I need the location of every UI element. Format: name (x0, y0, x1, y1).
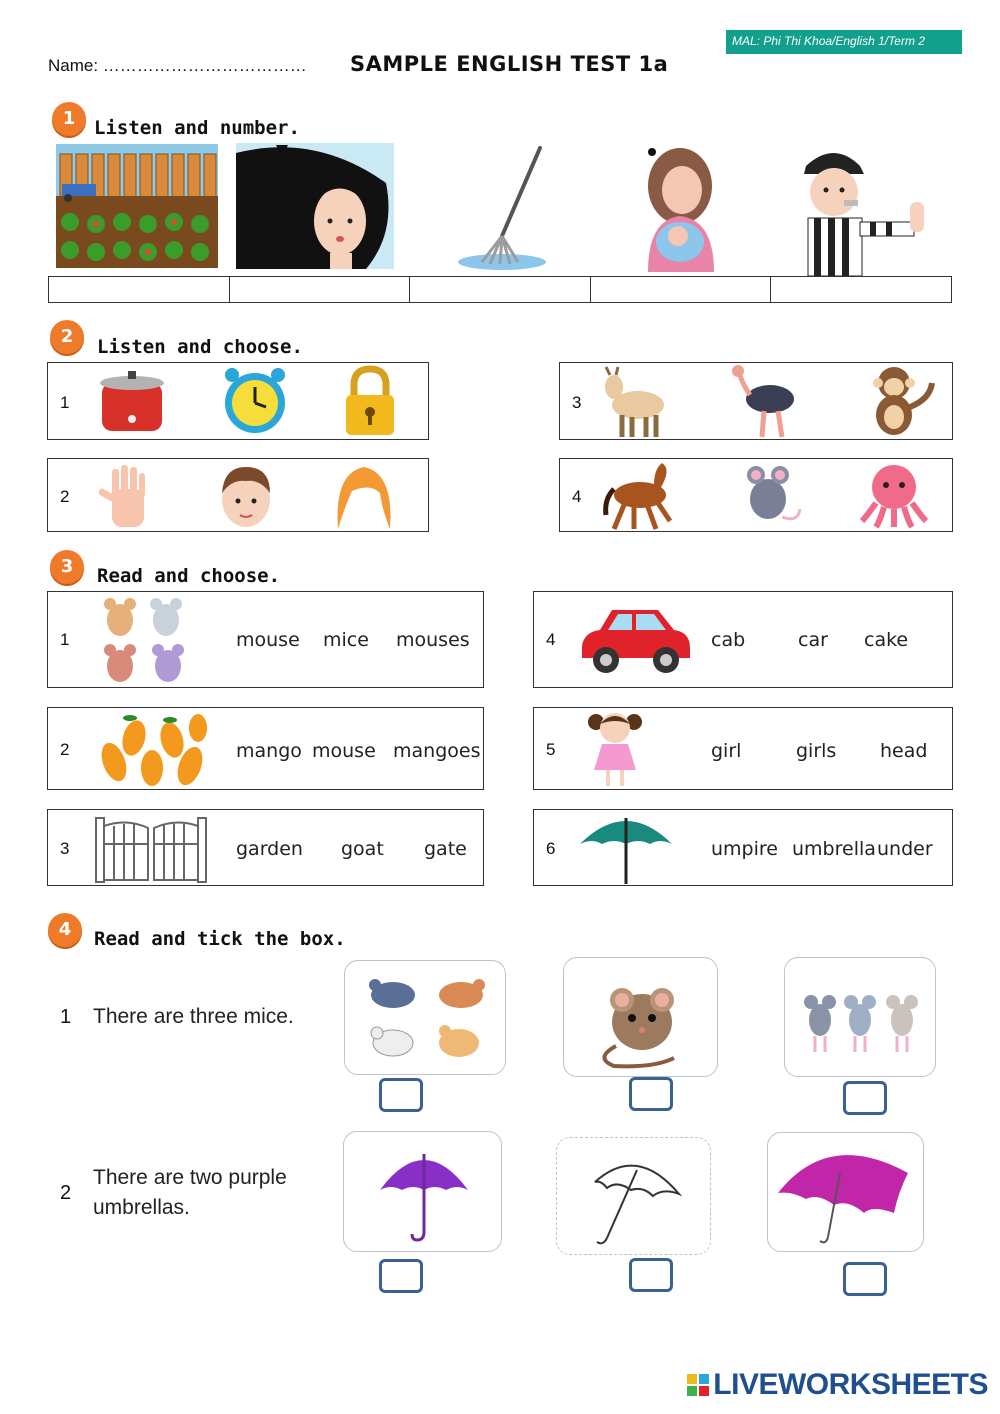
option-word[interactable]: mangoes (393, 740, 481, 762)
listen-choose-box-1 (47, 362, 429, 440)
option-word[interactable]: gate (424, 838, 467, 860)
listen-number-answer-row (48, 276, 952, 303)
section-3-number: 3 (50, 550, 84, 584)
read-choose-box-1 (47, 591, 484, 688)
question-number: 6 (546, 839, 556, 858)
listen-choose-box-3 (559, 362, 953, 440)
option-word[interactable]: cab (711, 629, 746, 651)
mangoes-icon (94, 710, 210, 794)
option-word[interactable]: mice (323, 629, 369, 651)
mouse-icon[interactable] (732, 461, 804, 533)
tick-picture-1a (344, 960, 506, 1075)
liveworksheets-logo (687, 1368, 988, 1402)
option-word[interactable]: girl (711, 740, 742, 762)
tick-checkbox-1a[interactable] (379, 1078, 423, 1112)
option-word[interactable]: umbrella (792, 838, 876, 860)
question-number: 1 (60, 1006, 72, 1028)
section-4-number: 4 (48, 913, 82, 947)
option-word[interactable]: car (798, 629, 828, 651)
read-choose-box-3 (47, 809, 484, 886)
garden-image (56, 144, 218, 268)
tick-checkbox-2b[interactable] (629, 1258, 673, 1292)
mop-image (456, 144, 548, 272)
section-4-title: Read and tick the box. (94, 928, 346, 950)
section-2-number: 2 (50, 320, 84, 354)
read-choose-box-6 (533, 809, 953, 886)
option-word[interactable]: mouses (396, 629, 470, 651)
section-2-title: Listen and choose. (97, 336, 303, 358)
tick-checkbox-1b[interactable] (629, 1077, 673, 1111)
lock-icon[interactable] (342, 365, 398, 441)
answer-cell-5[interactable] (771, 277, 951, 302)
question-number: 4 (572, 487, 582, 506)
car-icon (578, 602, 694, 682)
long-hair-woman-image (236, 143, 394, 269)
answer-cell-1[interactable] (49, 277, 230, 302)
question-number: 2 (60, 487, 70, 506)
tick-picture-2c (767, 1132, 924, 1252)
umbrella-icon (578, 810, 674, 890)
alarm-clock-icon[interactable] (220, 365, 290, 441)
option-word[interactable]: garden (236, 838, 303, 860)
answer-cell-4[interactable] (591, 277, 772, 302)
option-word[interactable]: under (877, 838, 933, 860)
question-number: 4 (546, 630, 556, 649)
tick-picture-1c (784, 957, 936, 1077)
tick-sentence-2-line-2: umbrellas. (93, 1196, 190, 1219)
option-word[interactable]: goat (341, 838, 384, 860)
option-word[interactable]: head (880, 740, 928, 762)
face-icon[interactable] (214, 463, 278, 533)
gate-icon (94, 814, 208, 888)
section-3-title: Read and choose. (97, 565, 281, 587)
hand-icon[interactable] (94, 463, 160, 533)
octopus-icon[interactable] (858, 461, 930, 533)
section-1-number: 1 (52, 102, 86, 136)
option-word[interactable]: cake (864, 629, 909, 651)
option-word[interactable]: mouse (312, 740, 376, 762)
question-number: 5 (546, 740, 556, 759)
author-badge: MAL: Phi Thi Khoa/English 1/Term 2 (726, 30, 962, 54)
tick-checkbox-1c[interactable] (843, 1081, 887, 1115)
mice-icon (96, 594, 192, 692)
listen-choose-box-4 (559, 458, 953, 532)
answer-cell-3[interactable] (410, 277, 591, 302)
read-choose-box-2 (47, 707, 484, 790)
tick-sentence-2-line-1: There are two purple (93, 1166, 287, 1189)
question-number: 2 (60, 1182, 72, 1204)
option-word[interactable]: girls (796, 740, 837, 762)
logo-mark-icon (687, 1374, 709, 1396)
tick-picture-1b (563, 957, 718, 1077)
question-number: 3 (572, 393, 582, 412)
listen-choose-box-2 (47, 458, 429, 532)
tick-picture-2b (556, 1137, 711, 1255)
option-word[interactable]: umpire (711, 838, 778, 860)
question-number: 1 (60, 393, 70, 412)
read-choose-box-5 (533, 707, 953, 790)
name-label: Name: ……………………………… (48, 56, 307, 75)
question-number: 1 (60, 630, 70, 649)
mother-baby-image (638, 146, 720, 272)
goat-icon[interactable] (600, 365, 676, 443)
tick-checkbox-2c[interactable] (843, 1262, 887, 1296)
page-title: SAMPLE ENGLISH TEST 1a (350, 52, 669, 76)
tick-sentence-1: There are three mice. (93, 1005, 294, 1028)
monkey-icon[interactable] (858, 363, 938, 443)
girl-icon (584, 708, 646, 794)
tick-picture-2a (343, 1131, 502, 1252)
read-choose-box-4 (533, 591, 953, 688)
cooker-icon[interactable] (92, 369, 172, 439)
ostrich-icon[interactable] (724, 363, 806, 443)
question-number: 3 (60, 839, 70, 858)
section-1-title: Listen and number. (94, 117, 300, 139)
referee-image (794, 146, 930, 276)
brand-name: LIVEWORKSHEETS (713, 1368, 988, 1401)
answer-cell-2[interactable] (230, 277, 411, 302)
tick-checkbox-2a[interactable] (379, 1259, 423, 1293)
hair-icon[interactable] (332, 463, 396, 533)
option-word[interactable]: mouse (236, 629, 300, 651)
horse-icon[interactable] (600, 459, 680, 535)
question-number: 2 (60, 740, 70, 759)
option-word[interactable]: mango (236, 740, 302, 762)
